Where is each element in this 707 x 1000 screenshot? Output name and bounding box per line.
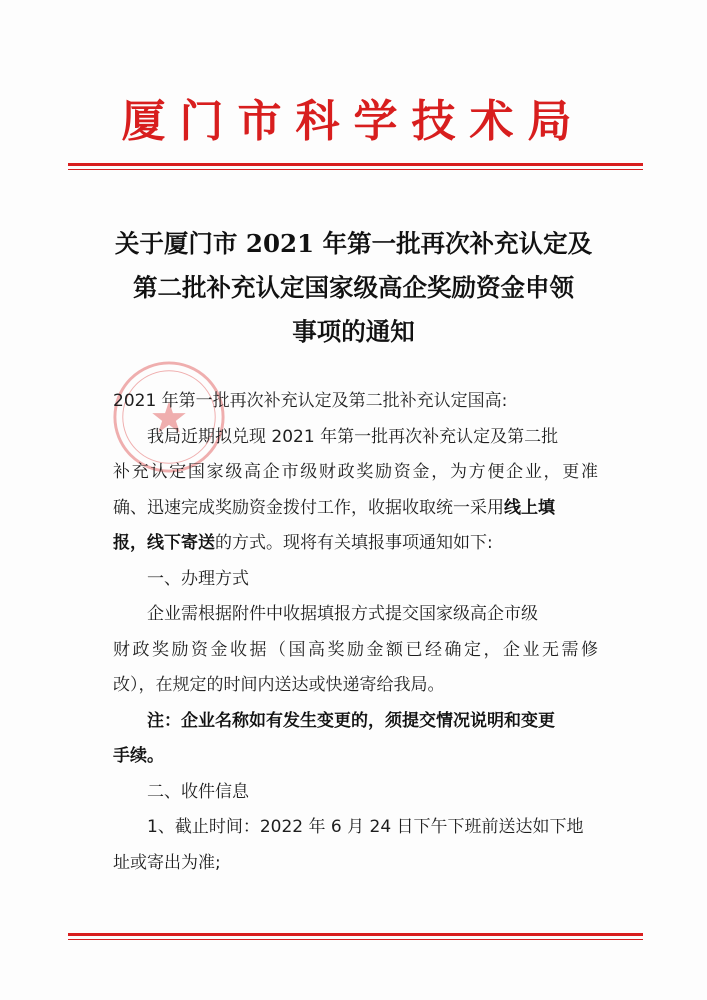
section-1-line-3: 改），在规定的时间内送达或快递寄给我局。 [113, 675, 445, 695]
note-line-1: 注：企业名称如有发生变更的，须提交情况说明和变更 [147, 710, 555, 731]
title-line-3: 事项的通知 [292, 317, 415, 346]
footer-red-rule-thin [68, 939, 643, 940]
section-2-line-2: 址或寄出为准; [113, 852, 221, 873]
document-title [90, 222, 617, 354]
section-1-line-2: 财政奖励资金收据（国高奖励金额已经确定，企业无需修 [113, 639, 598, 660]
title-line-1: 关于厦门市 2021 年第一批再次补充认定及 [114, 229, 593, 258]
paragraph-1-emphasis-end: 报，线下寄送 [113, 533, 215, 553]
footer-red-rule-thick [68, 933, 643, 936]
salutation: 2021 年第一批再次补充认定及第二批补充认定国高: [113, 391, 508, 411]
section-2-line-1: 1、截止时间：2022 年 6 月 24 日下午下班前送达如下地 [147, 817, 584, 837]
paragraph-1-line-2: 补充认定国家级高企市级财政奖励资金，为方便企业，更准 [113, 462, 598, 482]
title-line-2: 第二批补充认定国家级高企奖励资金申领 [133, 273, 574, 302]
document-body [113, 384, 598, 881]
paragraph-1-emphasis-start: 线上填 [504, 497, 555, 518]
section-1-heading: 一、办理方式 [147, 568, 249, 589]
paragraph-1-line-4-text: 的方式。现将有关填报事项通知如下: [215, 533, 493, 553]
paragraph-1-line-1: 我局近期拟兑现 2021 年第一批再次补充认定及第二批 [147, 426, 559, 447]
note-line-2: 手续。 [113, 746, 164, 766]
paragraph-1-line-4 [113, 526, 598, 562]
paragraph-1-line-3-text: 确、迅速完成奖励资金拨付工作，收据收取统一采用 [113, 497, 504, 518]
header-red-rule-thick [68, 163, 643, 166]
section-2-heading: 二、收件信息 [147, 781, 249, 802]
header-red-rule-thin [68, 169, 643, 170]
paragraph-1-line-3 [113, 491, 598, 527]
issuing-organization-header: 厦门市科学技术局 [121, 96, 586, 147]
section-1-line-1: 企业需根据附件中收据填报方式提交国家级高企市级 [147, 604, 538, 624]
